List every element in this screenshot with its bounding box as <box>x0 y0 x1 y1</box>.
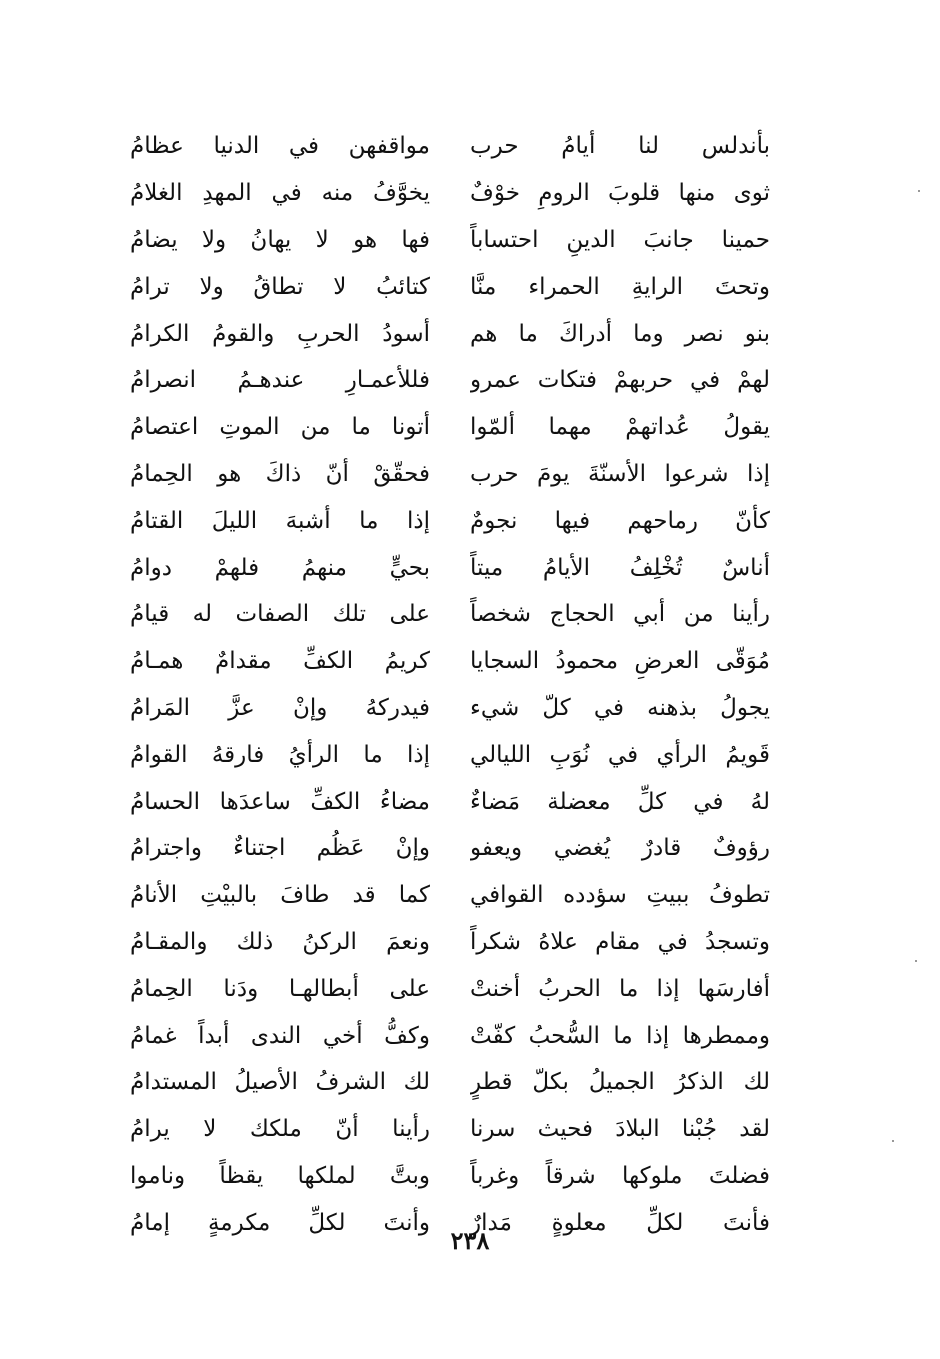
second-hemistich: يخوَّفُ منه في المهدِ الغلامُ <box>130 180 430 207</box>
verse-line <box>130 404 770 451</box>
second-hemistich: فها هو لا يهانُ ولا يضامُ <box>130 226 430 253</box>
second-hemistich: على أبطالهـا ودَنا الحِمامُ <box>130 975 430 1002</box>
first-hemistich: حمينا جانبَ الدينِ احتساباً <box>470 226 770 253</box>
verse-line <box>130 965 770 1012</box>
verse-line <box>130 778 770 825</box>
first-hemistich: كأنّ رماحهم فيها نجومٌ <box>470 507 770 534</box>
verse-line <box>130 825 770 872</box>
second-hemistich: وبتَّ لملكها يقظاً وناموا <box>130 1162 430 1189</box>
first-hemistich: فأنتَ لكلِّ معلوةٍ مَدارٌ <box>470 1209 770 1236</box>
poem-body <box>130 123 770 1246</box>
verse-line <box>130 310 770 357</box>
first-hemistich: رؤوفٌ قادرٌ يُغضي ويعفو <box>470 835 770 862</box>
second-hemistich: فيدركهُ وإنْ عزَّ المَرامُ <box>130 694 430 721</box>
verse-line <box>130 731 770 778</box>
first-hemistich: أناسٌ تُخْلِفُ الأيامُ ميتاً <box>470 554 770 581</box>
verse-line <box>130 1012 770 1059</box>
second-hemistich: وأنتَ لكلِّ مكرمةٍ إمامُ <box>130 1209 430 1236</box>
verse-line <box>130 872 770 919</box>
first-hemistich: مُوَقّى العرضِ محمودُ السجايا <box>470 648 770 675</box>
second-hemistich: أسودُ الحربِ والقومُ الكرامُ <box>130 320 430 347</box>
verse-line <box>130 217 770 264</box>
second-hemistich: رأينا أنّ ملكك لا يرامُ <box>130 1116 430 1143</box>
page-number: ٢٣٨ <box>450 1226 490 1255</box>
first-hemistich: قَويمُ الرأي في نُوَبِ الليالي <box>470 741 770 768</box>
second-hemistich: كتائبُ لا تطاقُ ولا ترامُ <box>130 273 430 300</box>
paper-speck <box>915 960 917 962</box>
verse-line <box>130 1153 770 1200</box>
first-hemistich: لهُ في كلِّ معضلة مَضاءٌ <box>470 788 770 815</box>
second-hemistich: على تلك الصفات له قيامُ <box>130 601 430 628</box>
second-hemistich: فحقّقْ أنّ ذاكَ هو الحِمامُ <box>130 460 430 487</box>
verse-line <box>130 638 770 685</box>
first-hemistich: تطوفُ ببيتِ سؤدده القوافي <box>470 882 770 909</box>
first-hemistich: بأندلس لنا أيامُ حرب <box>470 133 770 160</box>
first-hemistich: وتحتَ الرايةِ الحمراء منَّا <box>470 273 770 300</box>
verse-line <box>130 170 770 217</box>
second-hemistich: أتونا ما من الموتِ اعتصامُ <box>130 414 430 441</box>
verse-line <box>130 357 770 404</box>
second-hemistich: إذا ما أشبهَ الليلَ القتامُ <box>130 507 430 534</box>
second-hemistich: لك الشرفُ الأصيلُ المستدامُ <box>130 1069 430 1096</box>
paper-speck <box>918 190 920 192</box>
second-hemistich: كريمُ الكفِّ مقدامٌ همـامُ <box>130 648 430 675</box>
second-hemistich: بحيٍّ منهمُ فلهمْ دوامُ <box>130 554 430 581</box>
first-hemistich: فضلتَ ملوكها شرقاً وغرباً <box>470 1162 770 1189</box>
verse-line <box>130 1059 770 1106</box>
verse-line <box>130 263 770 310</box>
first-hemistich: وتسجدُ في مقام علاهُ شكراً <box>470 928 770 955</box>
first-hemistich: وممطرها إذا ما السُّحبُ كفّتْ <box>470 1022 770 1049</box>
first-hemistich: رأينا من أبي الحجاج شخصاً <box>470 601 770 628</box>
verse-line <box>130 685 770 732</box>
second-hemistich: إذا ما الرأيُ فارقهُ القوامُ <box>130 741 430 768</box>
verse-line <box>130 497 770 544</box>
second-hemistich: مضاءُ الكفِّ ساعدَها الحسامُ <box>130 788 430 815</box>
first-hemistich: أفارسَها إذا ما الحربُ أخنتْ <box>470 975 770 1002</box>
first-hemistich: يقولُ عُداتهمْ مهما ألمّوا <box>470 414 770 441</box>
first-hemistich: لهمْ في حربهمْ فتكات عمرو <box>470 367 770 394</box>
second-hemistich: وإنْ عَظُم اجتناءٌ واجترامُ <box>130 835 430 862</box>
first-hemistich: إذا شرعوا الأسنّةَ يومَ حرب <box>470 460 770 487</box>
verse-line <box>130 591 770 638</box>
verse-line <box>130 919 770 966</box>
first-hemistich: لقد جُبْنا البلادَ فحيث سرنا <box>470 1116 770 1143</box>
verse-line <box>130 544 770 591</box>
first-hemistich: ثوى منها قلوبَ الرومِ خوْفٌ <box>470 180 770 207</box>
verse-line <box>130 123 770 170</box>
second-hemistich: وكفُّ أخي الندى أبداً غمامُ <box>130 1022 430 1049</box>
verse-line <box>130 451 770 498</box>
second-hemistich: كما قد طافَ بالبيْتِ الأنامُ <box>130 882 430 909</box>
paper-speck <box>892 1140 894 1142</box>
second-hemistich: مواقفهن في الدنيا عظامُ <box>130 133 430 160</box>
first-hemistich: بنو نصر وما أدراكَ ما هم <box>470 320 770 347</box>
second-hemistich: فللأعمـارِ عندهـمُ انصرامُ <box>130 367 430 394</box>
verse-line <box>130 1106 770 1153</box>
first-hemistich: يجولُ بذهنه في كلّ شيء <box>470 694 770 721</box>
first-hemistich: لك الذكرُ الجميلُ بكلّ قطرٍ <box>470 1069 770 1096</box>
second-hemistich: ونعمَ الركنُ ذلك والمقـامُ <box>130 928 430 955</box>
